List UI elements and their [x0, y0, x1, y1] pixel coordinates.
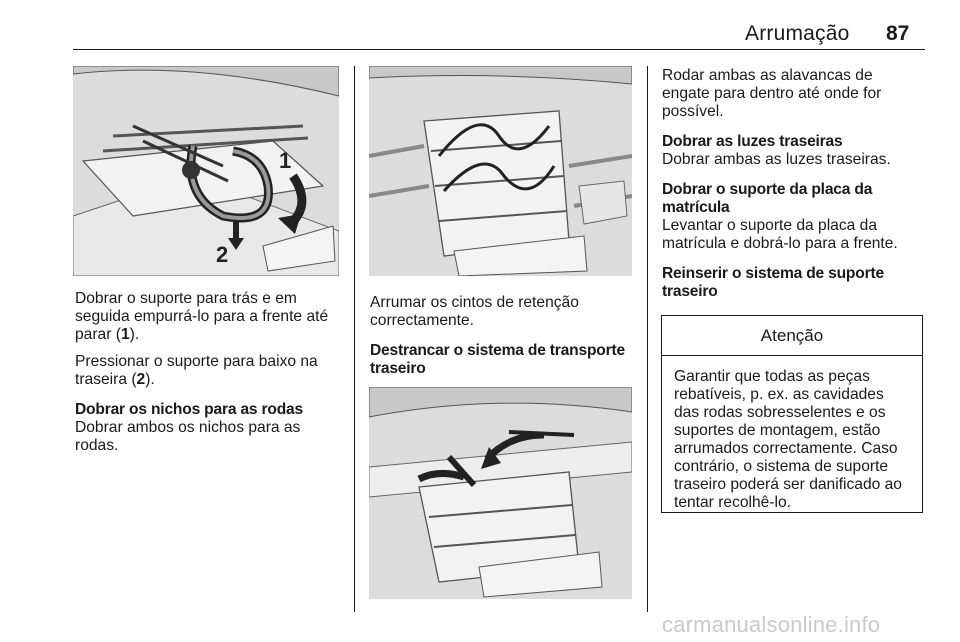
paragraph-rotate-levers: Rodar ambas as alavancas de engate para dentro até onde for possível.: [662, 67, 882, 120]
paragraph-stow-straps: Arrumar os cintos de retenção correctamente.: [370, 294, 579, 329]
paragraph-fold-wheel-recesses: Dobrar ambos os nichos para as rodas.: [75, 419, 301, 454]
callout-2: 2: [216, 242, 229, 267]
page-header-title: Arrumação: [745, 22, 850, 45]
column-2-text: [370, 294, 635, 378]
header-rule: [73, 49, 925, 50]
column-divider-1: [354, 66, 355, 612]
heading-fold-wheel-recesses: Dobrar os nichos para as rodas: [75, 401, 303, 418]
paragraph-fold-plate-holder: Levantar o suporte da placa da matrícula e dobrá-lo para a frente.: [662, 217, 898, 252]
illustration-carrier-fold: [73, 66, 339, 276]
text: Dobrar o suporte para trás e em seguida empurrá-lo para a frente até parar (: [75, 290, 329, 343]
illustration-retention-straps: [369, 66, 632, 276]
heading-unlock-carrier: Destrancar o sistema de transporte traseiro: [370, 342, 625, 377]
illustration-retention-straps-svg: [369, 66, 632, 276]
column-1-text: [75, 290, 343, 464]
notice-title: Atenção: [662, 316, 922, 356]
illustration-release-levers: [369, 387, 632, 599]
illustration-release-levers-svg: [369, 387, 632, 599]
notice-box: [661, 315, 923, 513]
callout-ref-1: 1: [120, 326, 130, 343]
text: ).: [145, 371, 155, 388]
text: Pressionar o suporte para baixo na traseira (: [75, 353, 318, 388]
notice-body: Garantir que todas as peças rebatíveis, p. ex. as cavidades das rodas sobresselentes e os suportes de montagem, estão arrumados correctamente. Caso contrário, o sistema de suporte traseiro poderá ser danificado ao tentar recolhê-lo.: [674, 368, 902, 511]
paragraph-press-carrier: [75, 353, 343, 389]
callout-ref-2: 2: [136, 371, 146, 388]
paragraph-fold-tail-lights: Dobrar ambas as luzes traseiras.: [662, 151, 891, 168]
callout-1: 1: [279, 148, 292, 173]
heading-fold-tail-lights: Dobrar as luzes traseiras: [662, 133, 843, 150]
paragraph-fold-carrier: [75, 290, 343, 344]
heading-fold-plate-holder: Dobrar o suporte da placa da matrícula: [662, 181, 873, 216]
text: ).: [129, 326, 140, 343]
column-3-text: [662, 67, 924, 301]
heading-reinsert-carrier: Reinserir o sistema de suporte traseiro: [662, 265, 884, 300]
column-divider-2: [647, 66, 648, 612]
page-number: 87: [886, 22, 910, 45]
illustration-carrier-fold-svg: [73, 66, 339, 276]
watermark: carmanualsonline.info: [662, 612, 881, 637]
